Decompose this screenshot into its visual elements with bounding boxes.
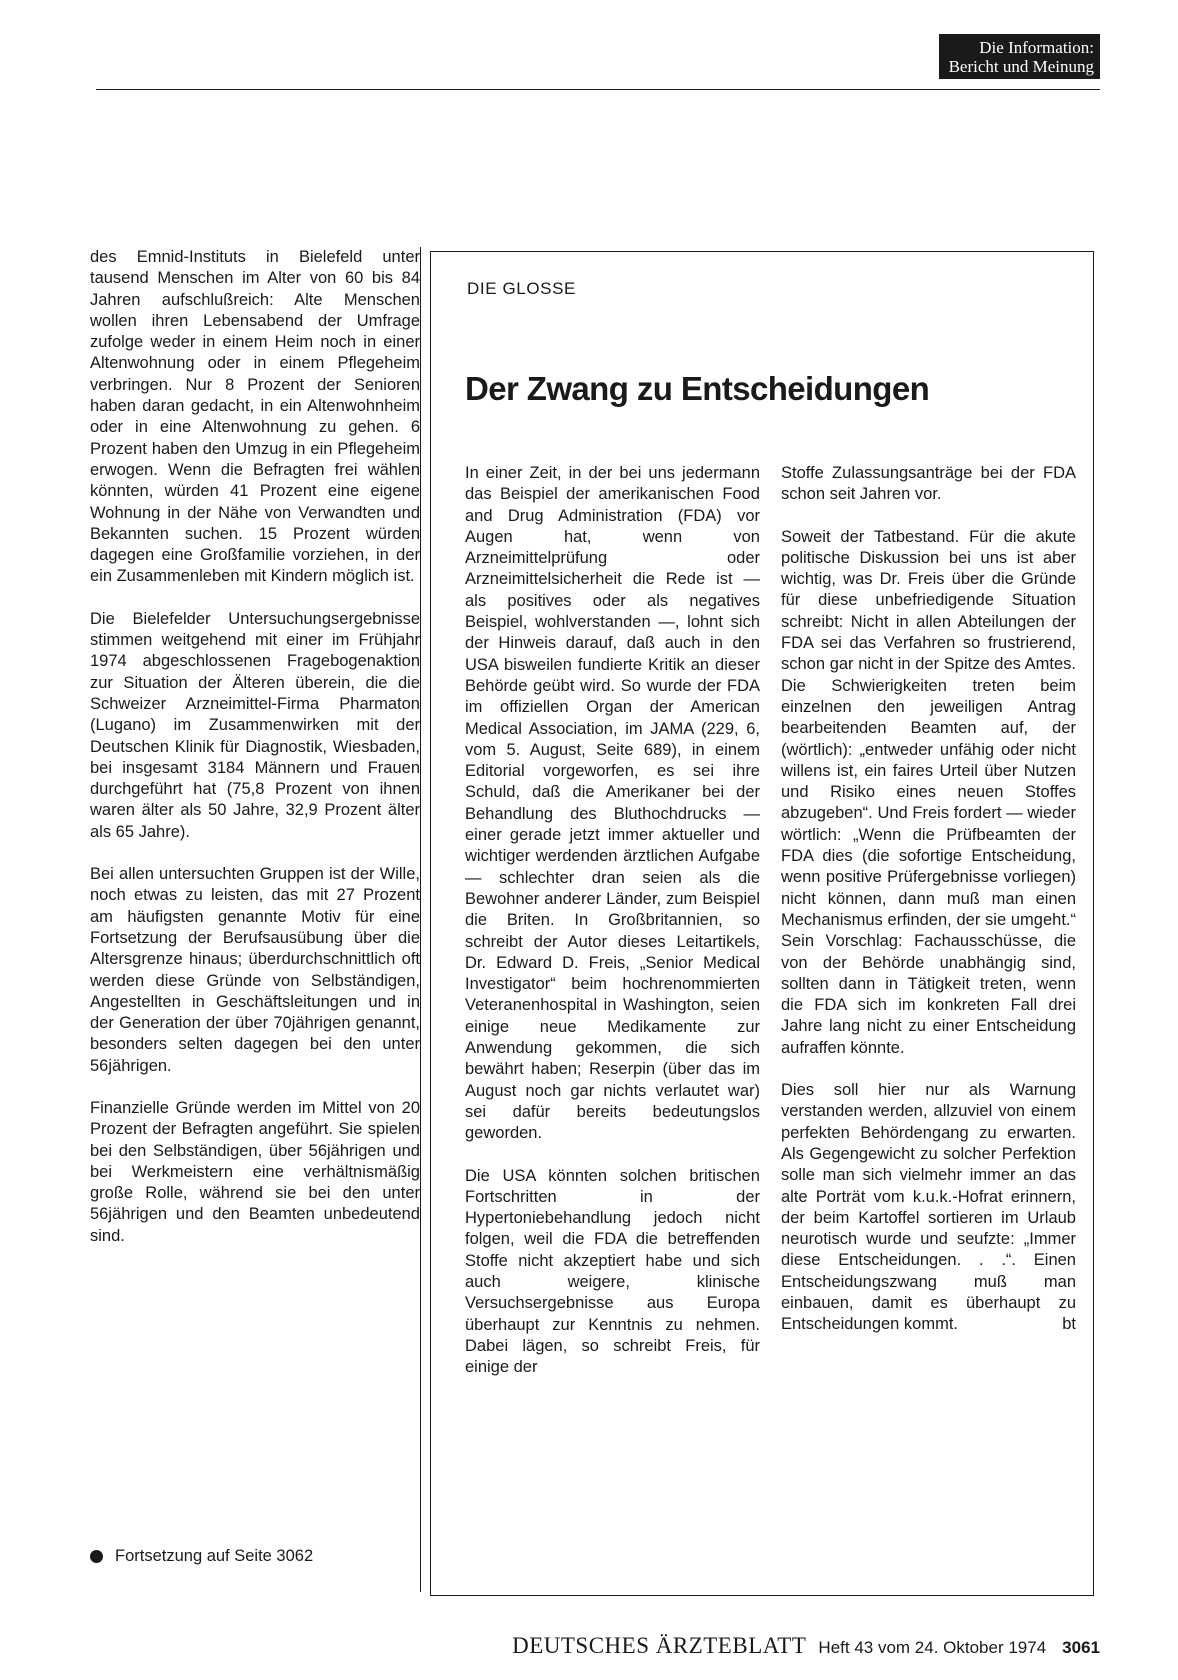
journal-name: DEUTSCHES ÄRZTEBLATT	[512, 1633, 807, 1658]
glosse-col1-paragraph-2: Die USA könnten solchen britischen Fortschritten in der Hypertoniebehandlung jedoch nicht folgen, weil die FDA die betreffenden Stoffe nicht akzeptiert habe und sich auch weigere, klinische Versuchsergebnisse aus Europa überhaupt zur Kenntnis zu nehmen. Dabei lägen, so schreibt Freis, für einige der	[465, 1166, 760, 1377]
author-signature: bt	[1062, 1315, 1076, 1334]
glosse-col2-paragraph-2: Soweit der Tatbestand. Für die akute politische Diskussion bei uns ist aber wichtig, was Dr. Freis über die Gründe für diese unbefriedigende Situation schreibt: Nicht in allen Abteilungen der FDA sei das Verfahren so frustrierend, schon gar nicht in der Spitze des Amtes. Die Schwierigkeiten treten beim einzelnen den jeweiligen Antrag bearbeitenden Beamten auf, der (wörtlich): „entweder unfähig oder nicht willens ist, ein faires Urteil über Nutzen und Risiko eines neuen Stoffes abzugeben“. Und Freis fordert — wieder wörtlich: „Wenn die Prüfbeamten der FDA dies (die sofortige Entscheidung, wenn positive Prüfergebnisse vorliegen) nicht können, dann muß man einen Mechanismus erfinden, der sie umgeht.“ Sein Vorschlag: Fachausschüsse, die von der Behörde unabhängig sind, sollten dann in Tätigkeit treten, wenn die FDA sich im konkreten Fall drei Jahre lang nicht zu einer Entscheidung aufraffen könnte.	[781, 527, 1076, 1057]
continuation-note	[90, 1547, 313, 1566]
glosse-col2-paragraph-1: Stoffe Zulassungsanträge bei der FDA schon seit Jahren vor.	[781, 464, 1076, 504]
glosse-headline: Der Zwang zu Entscheidungen	[465, 370, 930, 407]
section-label-line-2: Bericht und Meinung	[948, 57, 1094, 76]
left-paragraph-1: des Emnid-Instituts in Bielefeld unter tausend Menschen im Alter von 60 bis 84 Jahren aufschlußreich: Alte Menschen wollen ihren Lebensabend der Umfrage zufolge weder in einem Heim noch in einer Altenwohnung oder in einem Pflegeheim verbringen. Nur 8 Prozent der Senioren haben daran gedacht, in ein Altenwohnheim oder in eine Altenwohnung zu gehen. 6 Prozent haben den Umzug in ein Pflegeheim erwogen. Wenn die Befragten frei wählen könnten, würden 41 Prozent eine eigene Wohnung in der Nähe von Verwandten und Bekannten suchen. 15 Prozent würden dagegen eine Großfamilie vorziehen, in der ein Zusammenleben mit Kindern möglich ist.	[90, 248, 420, 586]
left-paragraph-2: Die Bielefelder Untersuchungsergebnisse stimmen weitgehend mit einer im Frühjahr 1974 abgeschlossenen Fragebogenaktion zur Situation der Älteren überein, die die Schweizer Arzneimittel-Firma Pharmaton (Lugano) im Zusammenwirken mit der Deutschen Klinik für Diagnostik, Wiesbaden, bei insgesamt 3184 Männern und Frauen durchgeführt hat (75,8 Prozent von ihnen waren älter als 50 Jahre, 32,9 Prozent älter als 65 Jahre).	[90, 609, 420, 841]
bullet-icon	[90, 1550, 103, 1563]
glosse-col1-paragraph-1: In einer Zeit, in der bei uns jedermann das Beispiel der amerikanischen Food and Drug Administration (FDA) vor Augen hat, wenn von Arzneimittelprüfung oder Arzneimittelsicherheit die Rede ist — als positives oder als negatives Beispiel, wohlverstanden —, lohnt sich der Hinweis darauf, daß auch in den USA bisweilen fundierte Kritik an dieser Behörde geübt wird. So wurde der FDA im offiziellen Organ der American Medical Association, im JAMA (229, 6, vom 5. August, Seite 689), in einem Editorial vorgeworfen, es sei ihre Schuld, daß die Amerikaner bei der Behandlung des Bluthochdrucks — einer gerade jetzt immer aktueller und wichtiger werdenden ärztlichen Aufgabe — schlechter dran seien als die Bewohner anderer Länder, zum Beispiel die Briten. In Großbritannien, so schreibt der Autor dieses Leitartikels, Dr. Edward D. Freis, „Senior Medical Investigator“ beim hochrenommierten Veteranenhospital in Washington, seien einige neue Medikamente zur Anwendung gekommen, die sich bewährt haben; Reserpin (über das im August noch gar nichts verlautet war) sei dafür bereits bedeutungslos geworden.	[465, 464, 760, 1143]
section-label	[939, 34, 1100, 79]
section-label-line-1: Die Information:	[979, 38, 1094, 57]
glosse-kicker: DIE GLOSSE	[467, 279, 576, 298]
glosse-col2-paragraph-3-text: Dies soll hier nur als Warnung verstanden werden, allzuviel von einem perfekten Behördengang zu erwarten. Als Gegengewicht zu solcher Perfektion solle man sich vielmehr immer an das alte Porträt vom k.u.k.-Hofrat erinnern, der beim Kartoffel sortieren im Urlaub neurotisch wurde und seufzte: „Immer diese Entscheidungen. . .“. Einen Entscheidungszwang muß man einbauen, damit es überhaupt zu Entscheidungen kommt.	[781, 1081, 1076, 1334]
page-footer	[512, 1633, 1100, 1659]
column-rule	[420, 247, 421, 1592]
continuation-text: Fortsetzung auf Seite 3062	[115, 1547, 314, 1565]
left-paragraph-3: Bei allen untersuchten Gruppen ist der Wille, noch etwas zu leisten, das mit 27 Prozent am häufigsten genannte Motiv für eine Fortsetzung der Berufsausübung über die Altersgrenze hinaus; überdurchschnittlich oft werden diese Gründe von Selbständigen, Angestellten in Geschäftsleitungen und in der Generation der über 70jährigen genannt, besonders selten dagegen bei den unter 56jährigen.	[90, 865, 420, 1075]
glosse-column-1	[465, 463, 760, 1399]
header-rule	[96, 89, 1100, 90]
page-number: 3061	[1062, 1638, 1100, 1657]
glosse-column-2	[781, 463, 1076, 1357]
left-paragraph-4: Finanzielle Gründe werden im Mittel von 20 Prozent der Befragten angeführt. Sie spielen bei den Selbständigen, über 56jährigen und bei Werkmeistern eine verhältnismäßig große Rolle, während sie bei den unter 56jährigen und den Beamten unbedeutend sind.	[90, 1098, 420, 1245]
left-column	[90, 247, 420, 1268]
issue-info: Heft 43 vom 24. Oktober 1974	[818, 1638, 1047, 1657]
glosse-col2-paragraph-3	[781, 1080, 1076, 1336]
